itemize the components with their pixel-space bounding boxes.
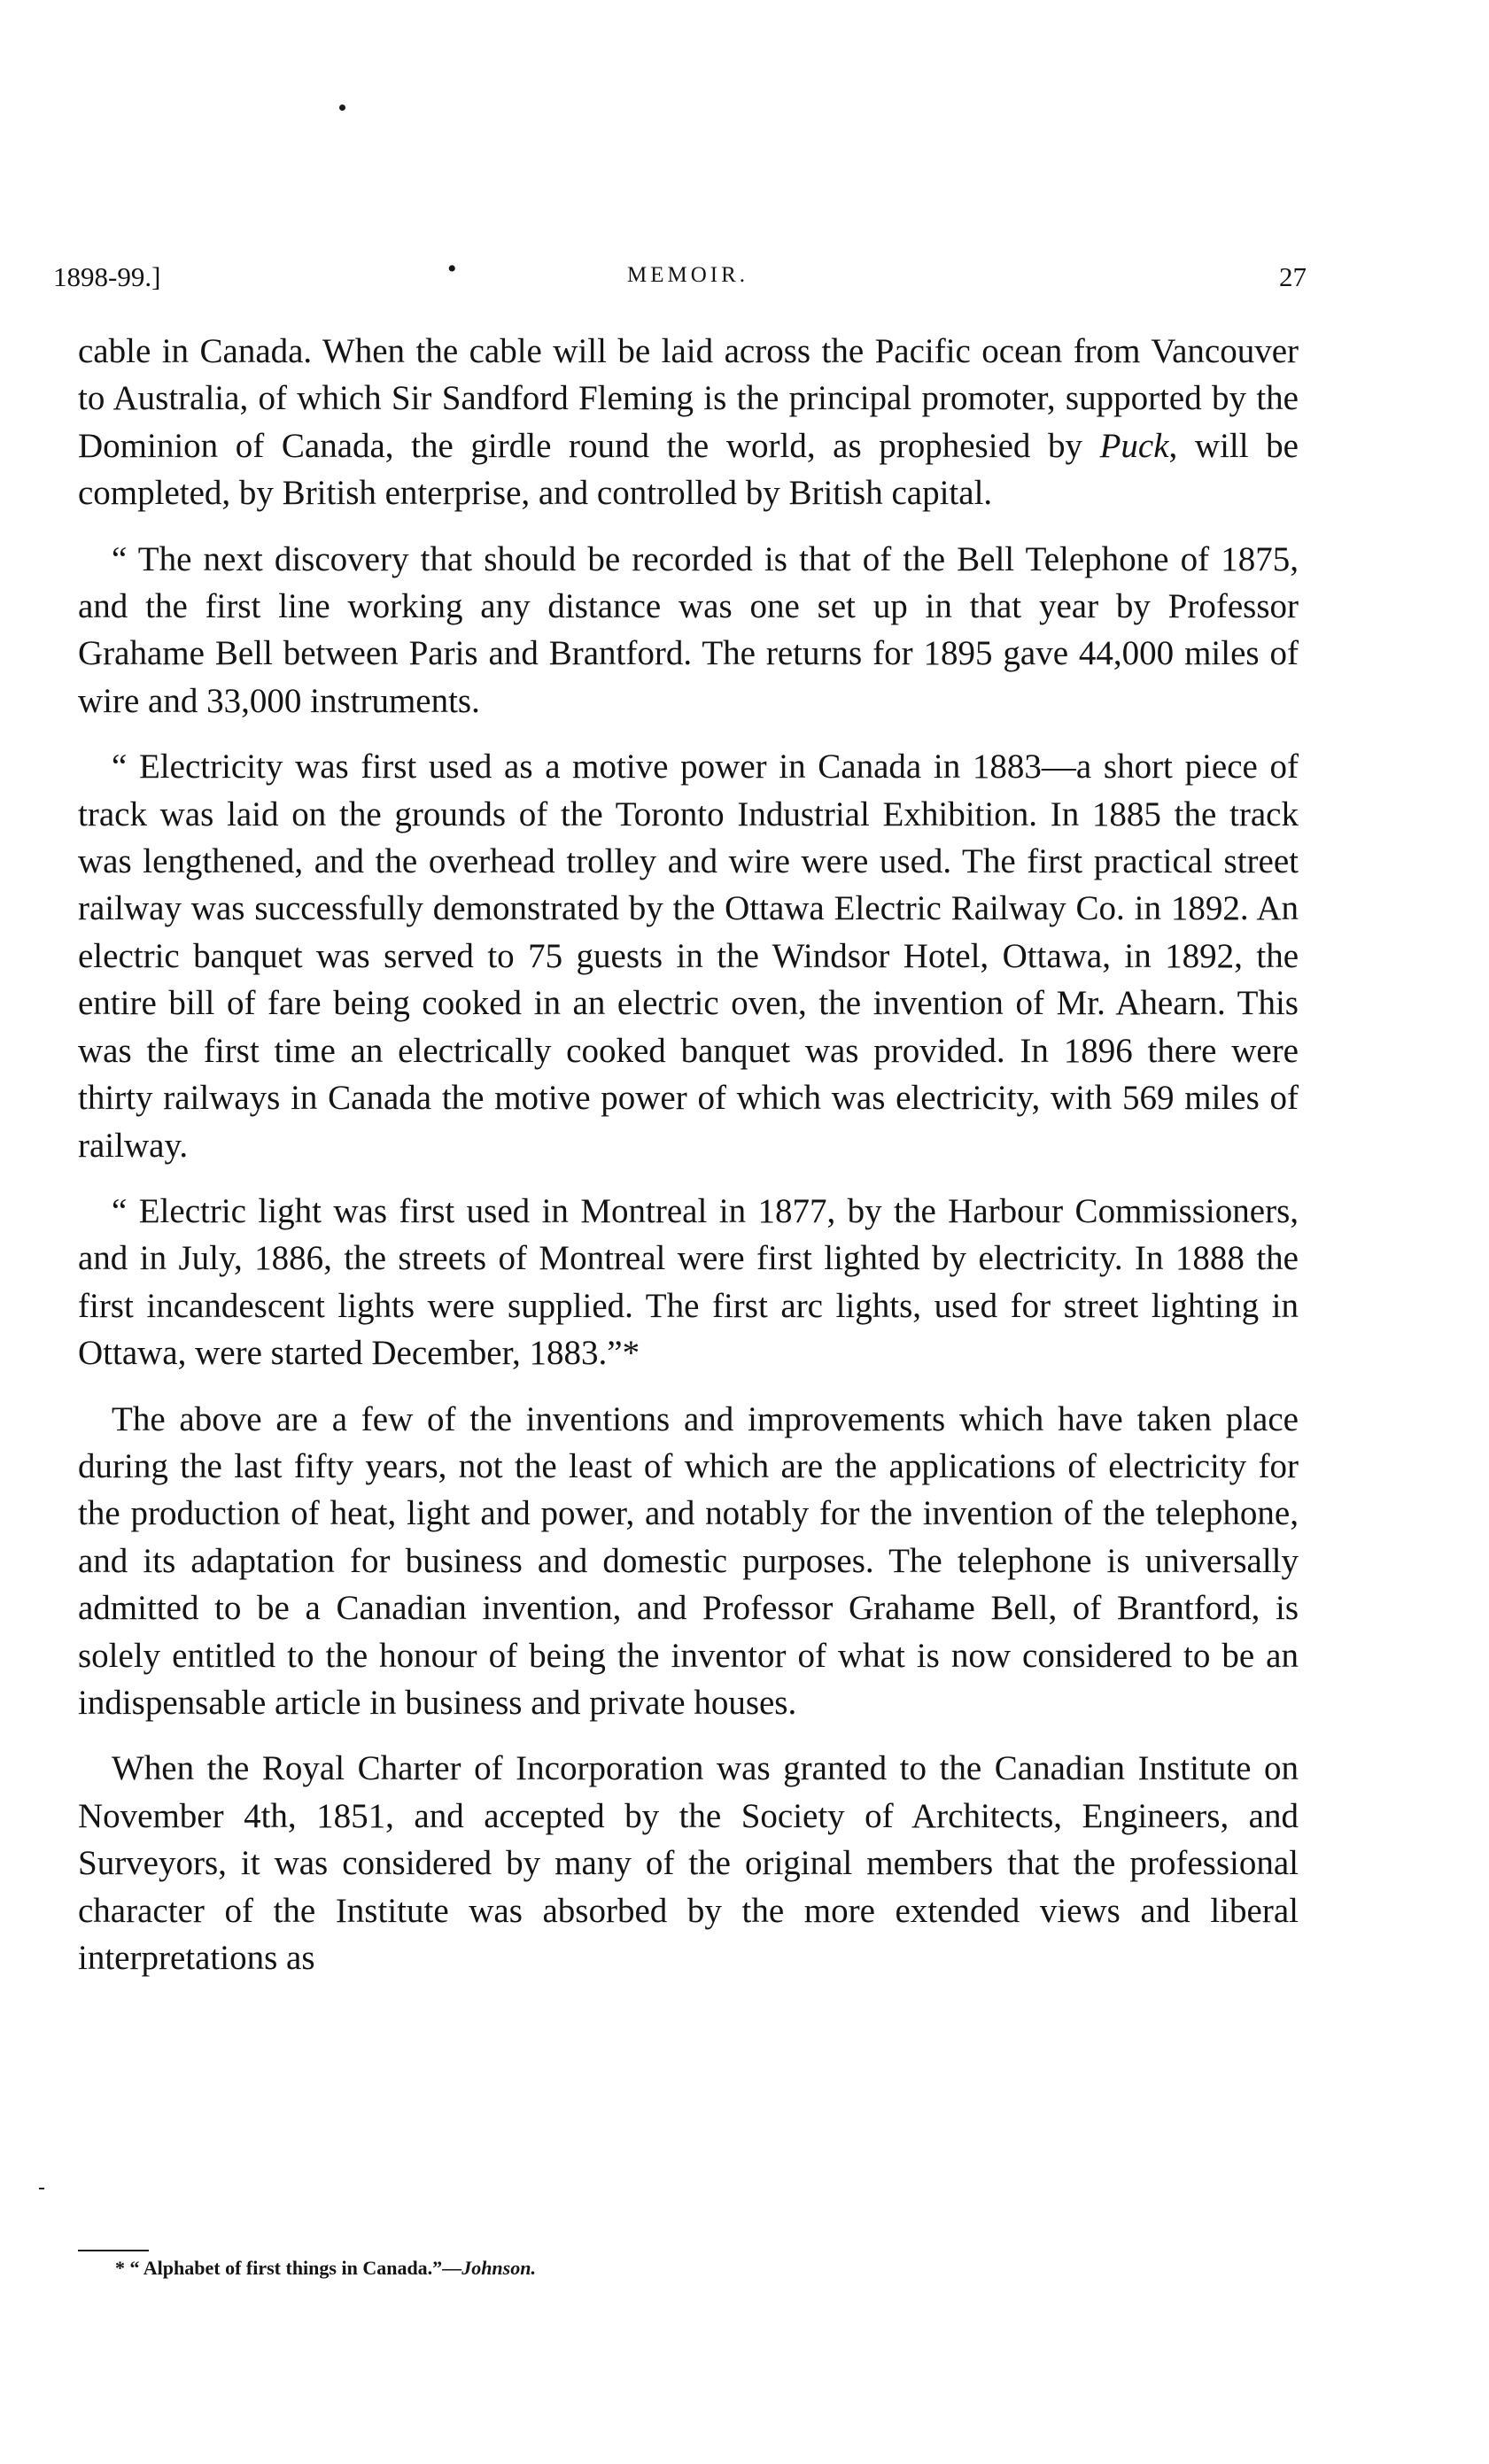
text-run: The above are a few of the inventions and improvements which have taken place during the last fifty years, not the least of which are the applications of electricity for the production of heat, light and power, and notably for the invention of the telephone, and its adaptation for business and domestic purposes. The telephone is universally admitted to be a Canadian invention, and Professor Grahame Bell, of Brantford, is solely entitled to the honour of being the inventor of what is now considered to be an indispensable article in business and private houses. [78,1399,1299,1722]
header-dot: • [447,254,457,283]
footnote-text: * “ Alphabet of first things in Canada.”— [115,2257,462,2279]
paragraph [78,1396,1299,1727]
page-number: 27 [1279,261,1307,292]
text-run: When the Royal Charter of Incorporation was granted to the Canadian Institute on November 4th, 1851, and accepted by the Society of Architects, Engineers, and Surveyors, it was considered by many of the original members that the professional character of the Institute was absorbed by the more extended views and liberal interpretations as [78,1749,1299,1977]
text-run: “ The next discovery that should be recorded is that of the Bell Telephone of 1875, and the first line working any distance was one set up in that year by Professor Grahame Bell between Paris and Brantford. The returns for 1895 gave 44,000 miles of wire and 33,000 instruments. [78,539,1299,720]
text-run: “ Electricity was first used as a motive power in Canada in 1883—a short piece of track was laid on the grounds of the Toronto Industrial Exhibition. In 1885 the track was lengthened, and the overhead trolley and wire were used. The first practical street railway was successfully demonstrated by the Ottawa Electric Railway Co. in 1892. An electric banquet was served to 75 guests in the Windsor Hotel, Ottawa, in 1892, the entire bill of fare being cooked in an electric oven, the invention of Mr. Ahearn. This was the first time an electrically cooked banquet was provided. In 1896 there were thirty railways in Canada the motive power of which was electricity, with 569 miles of railway. [78,748,1299,1165]
running-head [53,254,1307,297]
footnote-author: Johnson. [461,2257,536,2279]
margin-mark [39,2188,44,2189]
text-run: “ Electric light was first used in Montreal in 1877, by the Harbour Commissioners, and in July, 1886, the streets of Montreal were first lighted by electricity. In 1888 the first incandescent lights were supplied. The first arc lights, used for street lighting in Ottawa, were started December, 1883.”* [78,1191,1299,1373]
paragraph [78,1188,1299,1377]
footnote [115,2257,536,2280]
body-text [78,328,1299,1981]
italic-run: Puck [1099,426,1169,465]
header-section-title: MEMOIR. [627,263,749,287]
text-run: , will be completed, by British enterprise, and controlled by British capital. [78,426,1299,513]
ink-speck [339,105,345,111]
paragraph [78,328,1299,517]
footnote-rule [78,2250,149,2251]
paragraph [78,536,1299,725]
text-run: cable in Canada. When the cable will be laid across the Pacific ocean from Vancouver to Australia, of which Sir Sandford Fleming is the principal promoter, supported by the Dominion of Canada, the girdle round the world, as prophesied by [78,332,1299,465]
header-volume-years: 1898-99.] [53,261,161,292]
paragraph [78,743,1299,1169]
paragraph [78,1745,1299,1981]
